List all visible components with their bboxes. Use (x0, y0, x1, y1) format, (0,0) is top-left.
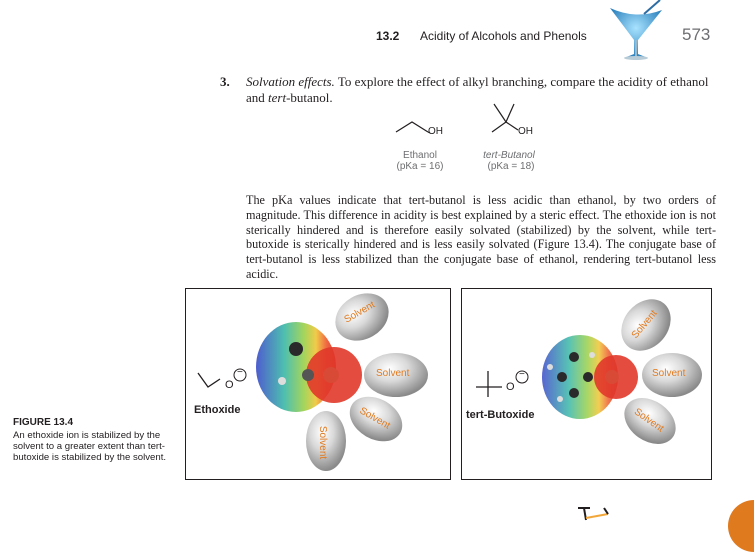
tert-butoxide-panel (461, 288, 712, 480)
ethoxide-charge: − (237, 367, 243, 378)
solvent-label: Solvent (317, 425, 329, 460)
section-number: 13.2 (376, 29, 400, 43)
ethoxide-label: Ethoxide (194, 404, 241, 416)
item-number: 3. (220, 74, 230, 89)
item-text (246, 74, 716, 105)
ethanol-oh: OH (428, 126, 443, 137)
solvent-bubble (327, 289, 397, 350)
item-text-part-2: -butanol. (286, 89, 333, 105)
body-paragraph: The pKa values indicate that tert-butanol is less acidic than ethanol, by two orders of magnitude. This difference in acidity is best explained by a steric effect. The ethoxide ion is not sterically hindered and is therefore easily solvated (stabilized) by the solvent, while tert-butoxide is sterically hindered and is less easily solvated (Figure 13.4). The conjugate base of tert-butanol is less stabilized than the conjugate base of ethanol, rendering tert-butanol less acidic. (246, 193, 716, 281)
solvent-label: Solvent (357, 405, 392, 432)
corner-tab (728, 500, 754, 552)
tert-butanol-structure (486, 100, 546, 140)
tert-butoxide-oxygen: O (506, 381, 515, 393)
solvent-label: Solvent (376, 368, 410, 379)
item-heading: Solvation effects. (246, 74, 335, 89)
ethoxide-oxygen: O (225, 379, 234, 391)
ethanol-structure (392, 110, 462, 140)
item-text-part-1: To explore the effect of alkyl branching, compare the acidity of ethanol and (246, 74, 709, 105)
tert-butoxide-illustration (462, 289, 711, 479)
tert-butanol-oh: OH (518, 126, 533, 137)
item-text-italic: tert (268, 89, 287, 105)
ethanol-pka: (pKa = 16) (396, 161, 444, 172)
section-title: Acidity of Alcohols and Phenols (420, 29, 587, 43)
solvent-label: Solvent (629, 308, 660, 341)
ethanol-name: Ethanol (403, 150, 437, 161)
tert-butoxide-charge: − (519, 369, 525, 380)
tert-butoxide-label: tert-Butoxide (466, 409, 535, 421)
tert-butanol-name: tert-Butanol (483, 150, 535, 161)
page-number: 573 (682, 25, 711, 44)
cocktail-glass-icon (604, 0, 668, 64)
bicycle-icon (576, 504, 616, 521)
figure-caption: An ethoxide ion is stabilized by the solvent to a greater extent than tert-butoxide is stabilized by the solvent. (13, 430, 167, 463)
solvent-label: Solvent (342, 299, 377, 326)
ethoxide-skeleton (198, 373, 220, 387)
ethoxide-panel (185, 288, 451, 480)
solvent-label: Solvent (631, 406, 666, 435)
figure-label: FIGURE 13.4 (13, 417, 74, 428)
tert-butanol-pka: (pKa = 18) (487, 161, 535, 172)
solvent-label: Solvent (652, 368, 686, 379)
